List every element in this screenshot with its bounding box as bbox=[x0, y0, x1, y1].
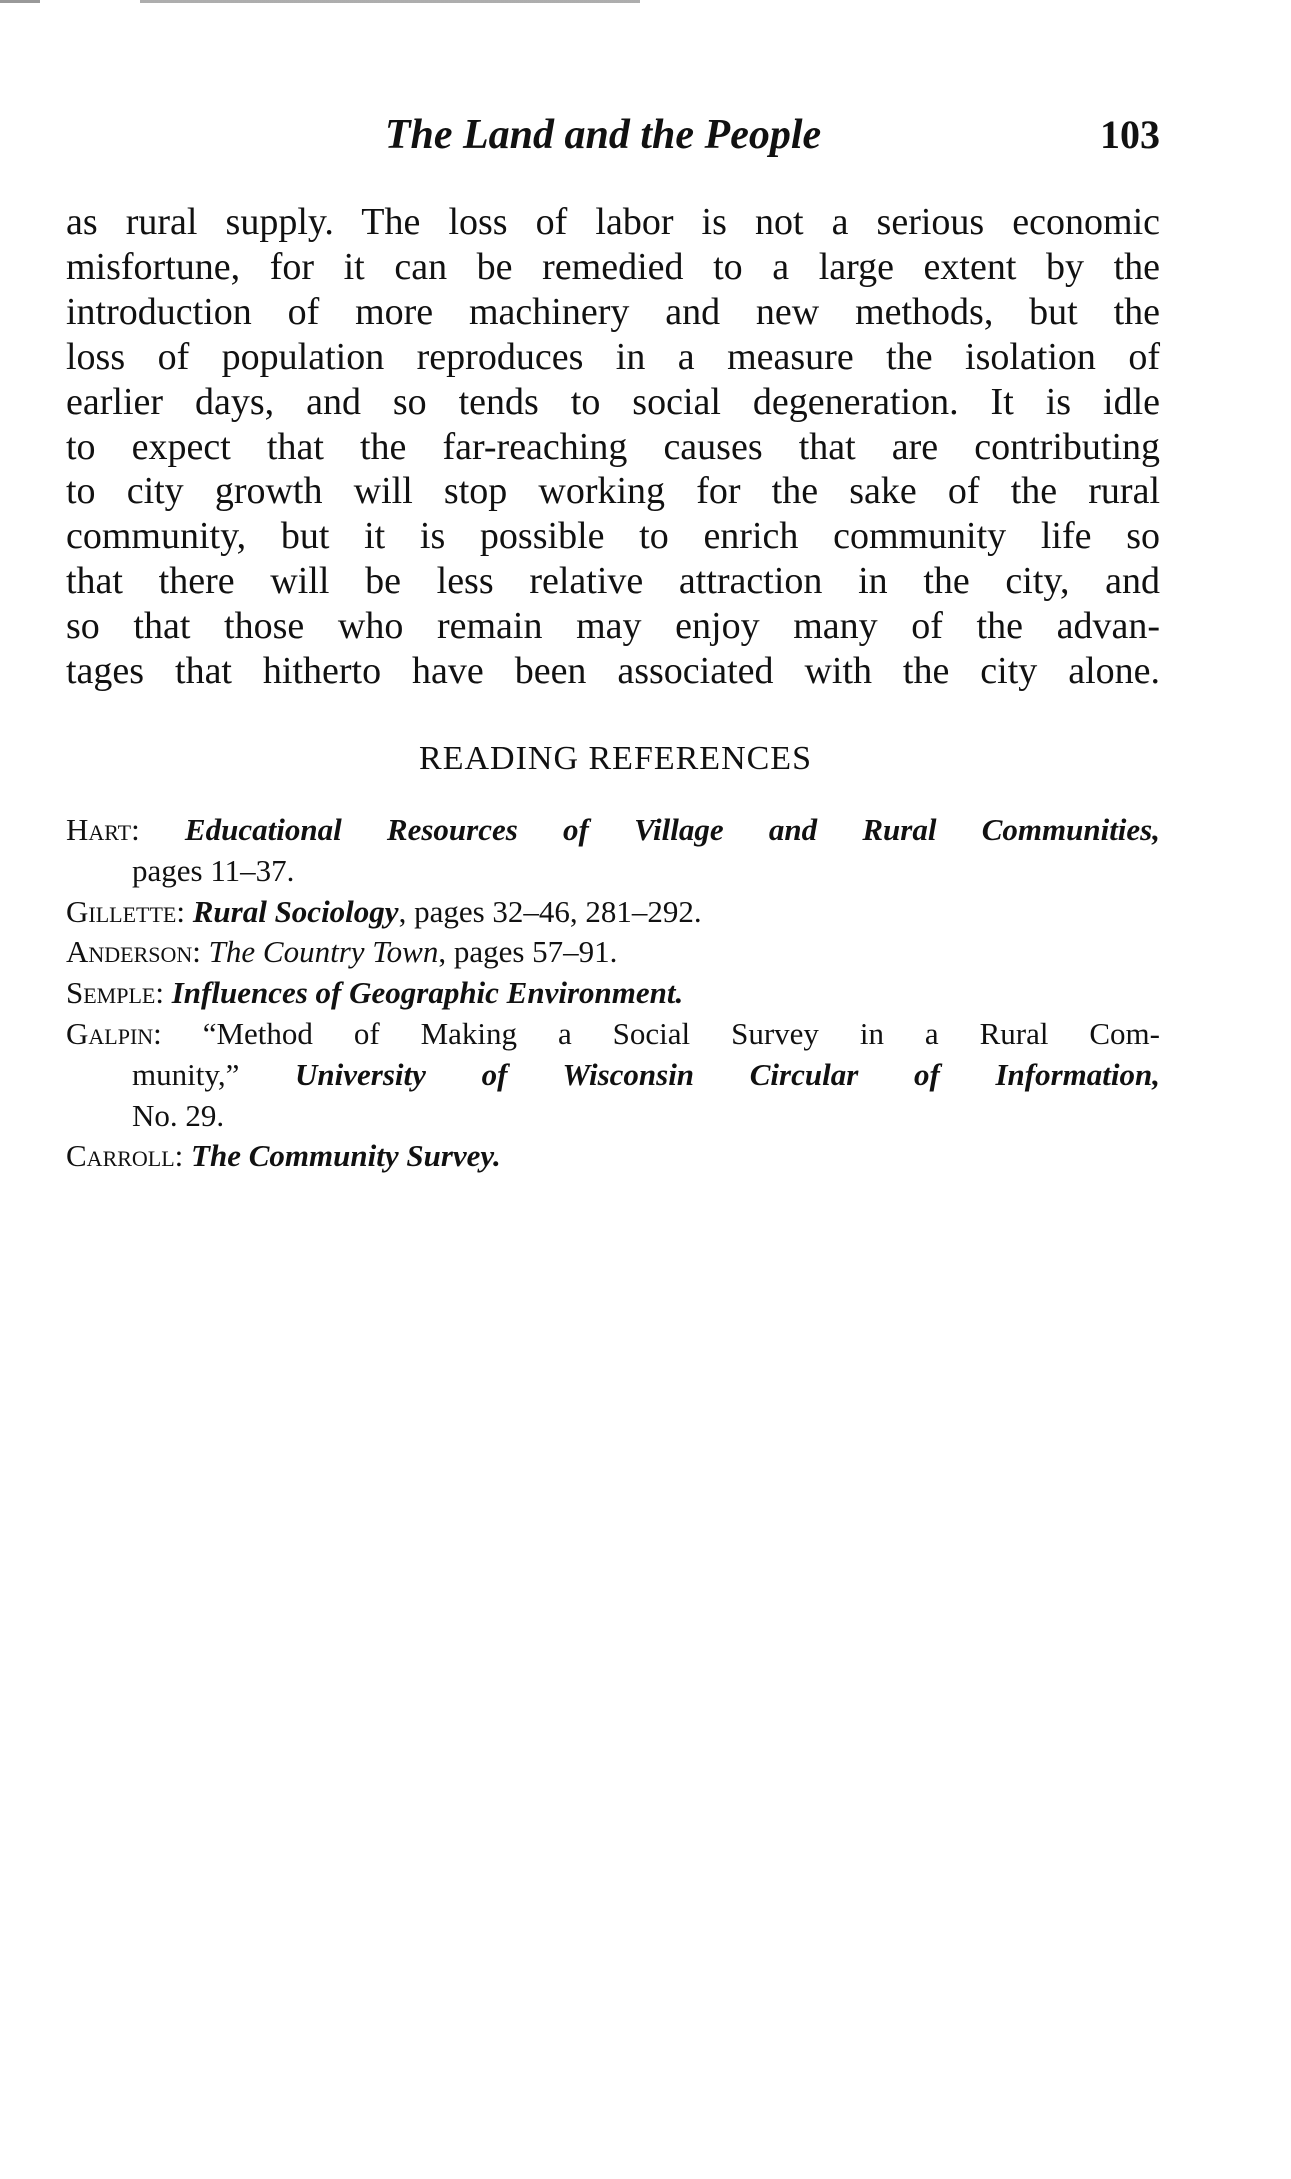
text-line: so that those who remain may enjoy many of the advan- bbox=[66, 605, 1160, 648]
reference-continuation bbox=[66, 1055, 1160, 1096]
text-line: introduction of more machinery and new methods, but the bbox=[66, 290, 1160, 333]
reference-author: Hart: bbox=[66, 812, 140, 847]
scan-artifact bbox=[0, 0, 640, 3]
reference-author: Carroll: bbox=[66, 1138, 184, 1174]
reference-item bbox=[66, 932, 1160, 973]
reference-title: The Community Survey. bbox=[191, 1138, 501, 1174]
reference-author: Gillette: bbox=[66, 893, 185, 929]
page-number: 103 bbox=[1100, 112, 1160, 157]
reference-continuation: No. 29. bbox=[132, 1097, 225, 1133]
reference-title: Educational Resources of Village and Rural Communities, bbox=[184, 812, 1160, 847]
reference-author: Anderson: bbox=[66, 934, 201, 970]
reference-pages: , pages 32–46, 281–292. bbox=[398, 893, 702, 929]
reference-item bbox=[66, 1136, 1160, 1177]
section-heading bbox=[0, 740, 1291, 778]
running-head-title: The Land and the People bbox=[384, 112, 822, 158]
text-line: to expect that the far-reaching causes that are contributing bbox=[66, 425, 1160, 468]
reference-item bbox=[66, 973, 1160, 1014]
text-line: community, but it is possible to enrich community life so bbox=[66, 515, 1160, 558]
text-line: as rural supply. The loss of labor is not a serious economic bbox=[66, 201, 1160, 243]
text-line: loss of population reproduces in a measure the isolation of bbox=[66, 335, 1160, 378]
reference-author: Semple: bbox=[66, 975, 164, 1011]
text-line: earlier days, and so tends to social degeneration. It is idle bbox=[66, 380, 1160, 423]
reference-pages: , pages 57–91. bbox=[438, 934, 618, 970]
reference-item bbox=[66, 810, 1160, 851]
reference-continuation: pages 11–37. bbox=[132, 852, 295, 888]
reference-item bbox=[66, 892, 1160, 933]
text-line: misfortune, for it can be remedied to a large extent by the bbox=[66, 245, 1160, 288]
reference-list bbox=[66, 810, 1160, 1177]
reference-title: Rural Sociology bbox=[192, 893, 399, 929]
reference-title: University of Wisconsin Circular of Information, bbox=[295, 1056, 1160, 1092]
reference-title: The Country Town bbox=[208, 934, 439, 970]
reference-item bbox=[66, 1014, 1160, 1055]
text-line: tages that hitherto have been associated with the city alone. bbox=[66, 650, 1160, 693]
reference-author: Galpin: bbox=[66, 1015, 162, 1051]
reference-article-end: munity,” bbox=[132, 1056, 240, 1092]
text-line: that there will be less relative attraction in the city, and bbox=[66, 560, 1160, 603]
running-head bbox=[66, 110, 1160, 160]
reference-title: Influences of Geographic Environment. bbox=[171, 975, 684, 1011]
body-paragraph bbox=[66, 200, 1160, 694]
section-heading-text: READING REFERENCES bbox=[419, 740, 812, 777]
reference-article: “Method of Making a Social Survey in a Rural Com- bbox=[202, 1015, 1160, 1051]
text-line: to city growth will stop working for the sake of the rural bbox=[66, 470, 1160, 513]
